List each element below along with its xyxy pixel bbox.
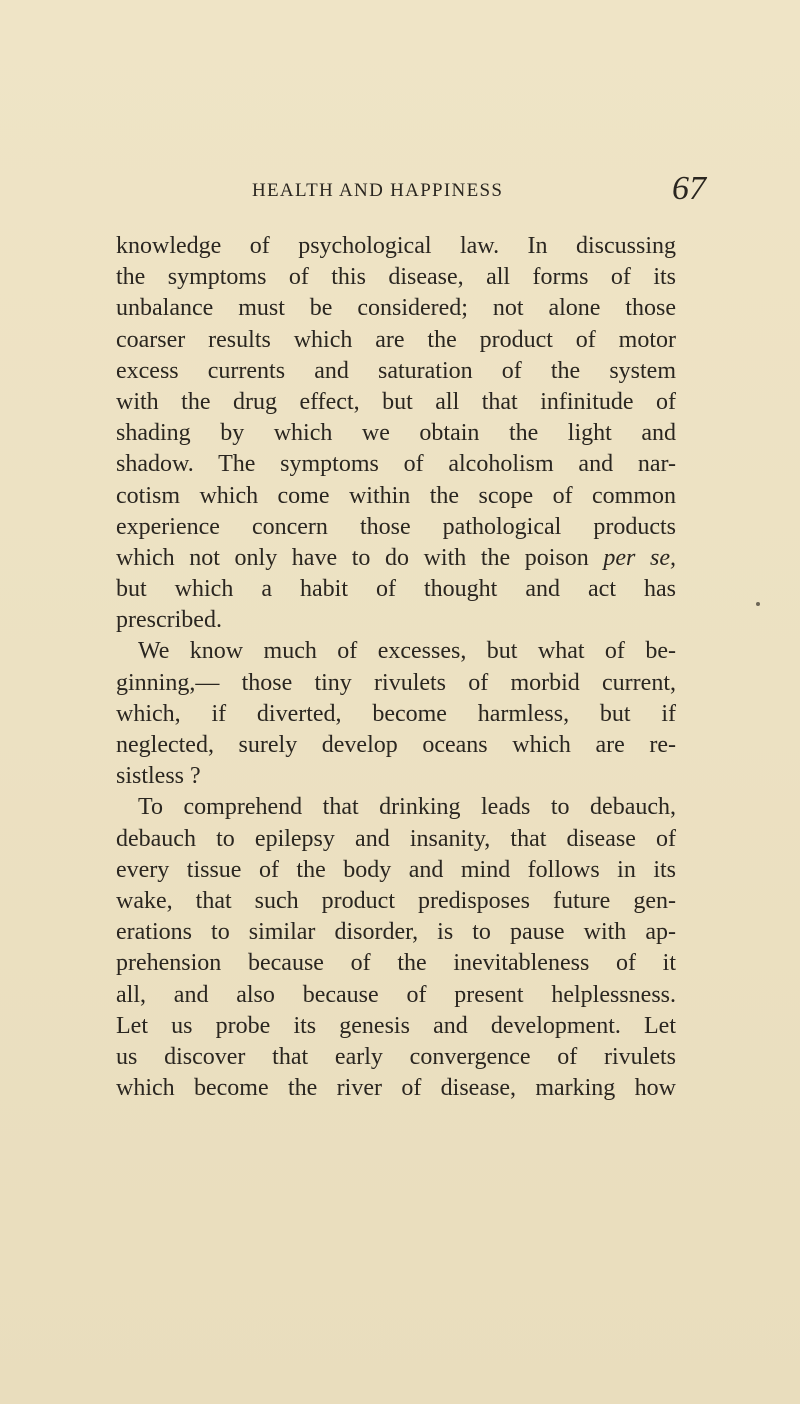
text-line-content: but which a habit of thought and act has xyxy=(116,576,676,603)
text-line-content: neglected, surely develop oceans which are re- xyxy=(116,732,676,758)
text-line xyxy=(116,668,676,699)
text-line-content: erations to similar disorder, is to pause with ap- xyxy=(116,919,676,946)
running-head-title: HEALTH AND HAPPINESS xyxy=(252,180,504,201)
text-line-content: us discover that early convergence of rivulets xyxy=(116,1043,676,1070)
text-line xyxy=(116,293,676,324)
body-text xyxy=(116,231,676,1104)
text-line-content: experience concern those pathological products xyxy=(116,513,676,540)
text-line-content: prehension because of the inevitableness of it xyxy=(116,950,676,977)
text-line-content: Let us probe its genesis and development. Let xyxy=(116,1012,676,1039)
text-line xyxy=(116,231,676,262)
text-line-content: every tissue of the body and mind follows in its xyxy=(116,856,676,883)
text-line xyxy=(116,824,676,855)
text-line-content: wake, that such product predisposes future gen- xyxy=(116,887,676,914)
text-line-content: coarser results which are the product of motor xyxy=(116,326,676,353)
text-line-content: which not only have to do with the poison xyxy=(116,544,604,571)
text-line-content: shading by which we obtain the light and xyxy=(116,420,676,447)
text-line-content: We know much of excesses, but what of be- xyxy=(138,638,676,665)
text-line-content: debauch to epilepsy and insanity, that disease of xyxy=(116,825,676,852)
text-line-content: all, and also because of present helplessness. xyxy=(116,981,676,1008)
text-line xyxy=(116,761,676,792)
text-line xyxy=(116,1011,676,1042)
text-line xyxy=(116,917,676,948)
text-line-content: which, if diverted, become harmless, but if xyxy=(116,700,676,727)
page-number: 67 xyxy=(672,170,706,207)
text-line xyxy=(116,1042,676,1073)
text-line xyxy=(116,980,676,1011)
text-line xyxy=(116,449,676,480)
text-line xyxy=(116,574,676,605)
running-head xyxy=(100,170,706,208)
text-line-content: excess currents and saturation of the system xyxy=(116,357,676,384)
text-line xyxy=(116,699,676,730)
text-line xyxy=(116,855,676,886)
text-line xyxy=(116,387,676,418)
text-line xyxy=(116,543,676,574)
text-line-content: which become the river of disease, marking how xyxy=(116,1075,676,1102)
text-line xyxy=(116,418,676,449)
text-line-content: sistless ? xyxy=(116,763,201,790)
text-line-content: knowledge of psychological law. In discussing xyxy=(116,233,676,259)
italic-phrase: per se, xyxy=(603,544,676,571)
text-line xyxy=(116,325,676,356)
text-line-content: To comprehend that drinking leads to debauch, xyxy=(138,794,676,821)
text-line xyxy=(116,948,676,979)
text-line xyxy=(116,481,676,512)
text-line xyxy=(116,356,676,387)
text-line-content: unbalance must be considered; not alone those xyxy=(116,295,676,322)
text-line-content: prescribed. xyxy=(116,607,222,634)
text-line-content: with the drug effect, but all that infinitude of xyxy=(116,388,676,415)
text-line xyxy=(116,1073,676,1104)
text-line xyxy=(116,605,676,636)
text-line-content: cotism which come within the scope of common xyxy=(116,482,676,509)
text-line-content: ginning,— those tiny rivulets of morbid current, xyxy=(116,669,676,696)
text-line xyxy=(116,730,676,761)
text-line xyxy=(116,792,676,823)
text-line-content: shadow. The symptoms of alcoholism and nar- xyxy=(116,451,676,478)
text-line xyxy=(116,262,676,293)
text-line xyxy=(116,886,676,917)
ink-speck xyxy=(756,602,760,606)
text-line xyxy=(116,512,676,543)
text-line xyxy=(116,636,676,667)
text-line-content: the symptoms of this disease, all forms of its xyxy=(116,264,676,291)
